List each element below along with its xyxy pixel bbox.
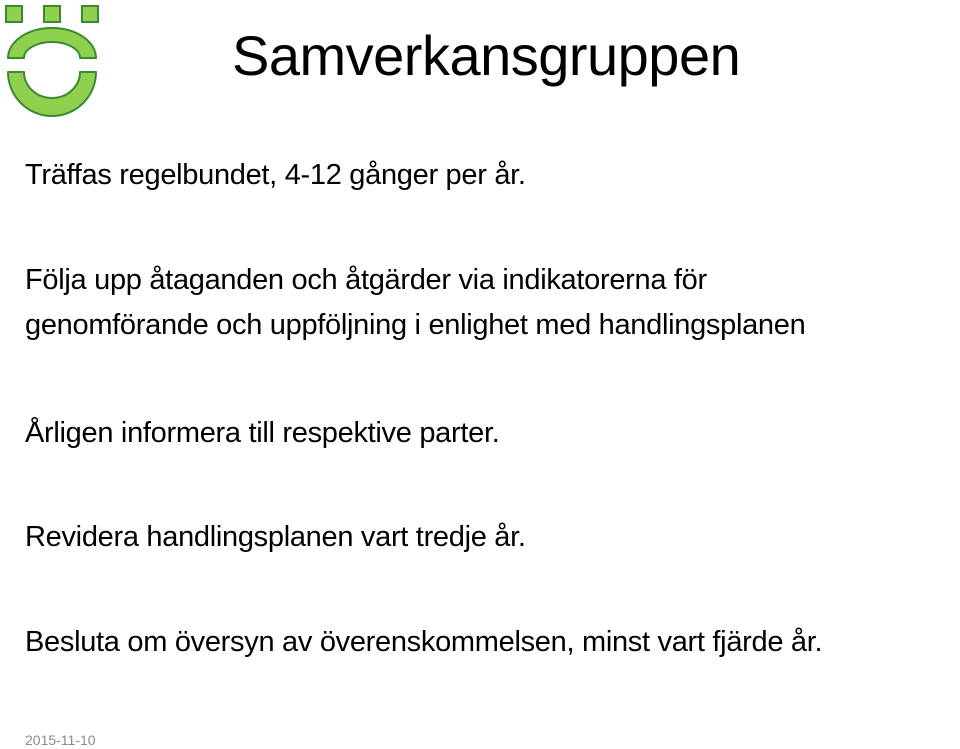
o-umlaut-logo-icon [2, 2, 102, 120]
logo-lower-arc [8, 72, 96, 116]
paragraph-revise: Revidera handlingsplanen vart tredje år. [25, 521, 526, 553]
paragraph-follow-up-line-2: genomförande och uppföljning i enlighet med handlingsplanen [25, 309, 806, 341]
logo-square-right [82, 6, 98, 22]
slide-date: 2015-11-10 [25, 732, 96, 748]
logo-square-left [6, 6, 22, 22]
slide-title: Samverkansgruppen [232, 24, 741, 87]
logo-square-middle [44, 6, 60, 22]
paragraph-meetings: Träffas regelbundet, 4-12 gånger per år. [25, 159, 526, 191]
paragraph-review: Besluta om översyn av överenskommelsen, minst vart fjärde år. [25, 626, 823, 658]
paragraph-follow-up-line-1: Följa upp åtaganden och åtgärder via indikatorerna för [25, 264, 707, 296]
logo-upper-arc [8, 28, 96, 58]
paragraph-inform: Årligen informera till respektive parter. [25, 417, 500, 449]
